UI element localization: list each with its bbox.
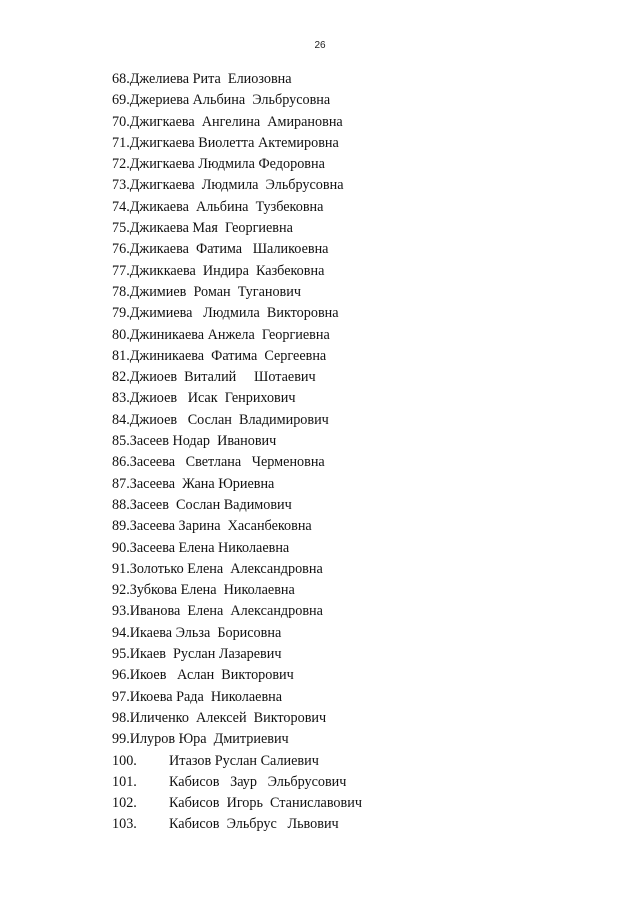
list-item-name: Джимиева Людмила Викторовна: [129, 305, 339, 322]
list-item-name: Илуров Юра Дмитриевич: [129, 731, 289, 748]
list-item: [112, 580, 532, 601]
list-item-name: Джиоев Виталий Шотаевич: [129, 369, 316, 386]
list-item-number: 83.: [112, 390, 130, 407]
list-item-name: Джигкаева Людмила Эльбрусовна: [129, 177, 344, 194]
list-item-number: 68.: [112, 71, 130, 87]
list-item-number: 81.: [112, 347, 130, 364]
list-item-number: 97.: [112, 688, 130, 705]
list-item: [112, 495, 532, 516]
list-item: [112, 303, 532, 324]
list-item-number: 90.: [112, 539, 130, 556]
list-item: [112, 538, 532, 559]
list-item-number: 91.: [112, 560, 130, 577]
list-item: [112, 644, 532, 665]
list-item: [112, 197, 532, 218]
list-item: [112, 346, 532, 367]
list-item: [112, 154, 532, 175]
list-item: [112, 133, 532, 154]
list-item-name: Засеева Жана Юриевна: [129, 475, 275, 492]
list-item: [112, 218, 532, 239]
list-item-name: Кабисов Заур Эльбрусович: [169, 773, 347, 790]
list-item: [112, 112, 532, 133]
list-item: [112, 474, 532, 495]
list-item-name: Джигкаева Ангелина Амирановна: [129, 113, 343, 130]
list-item-number: 71.: [112, 134, 130, 151]
list-item-name: Засеева Елена Николаевна: [129, 539, 290, 556]
list-item-name: Засеева Светлана Черменовна: [129, 454, 325, 471]
list-item-number: 87.: [112, 475, 130, 492]
list-item-name: Джелиева Рита Елиозовна: [129, 71, 292, 87]
list-item-number: 70.: [112, 113, 130, 130]
list-item: [112, 516, 532, 537]
list-item-number: 72.: [112, 156, 130, 173]
list-item: [112, 175, 532, 196]
list-item-number: 75.: [112, 220, 130, 237]
list-item-name: Джикаева Фатима Шаликоевна: [129, 241, 329, 258]
list-item-number: 74.: [112, 198, 130, 215]
list-item-name: Джигкаева Виолетта Актемировна: [129, 134, 339, 151]
list-item: [112, 623, 532, 644]
page-number: 26: [314, 40, 326, 51]
name-list: [112, 69, 532, 836]
list-item: [112, 665, 532, 686]
list-item-name: Джикаева Альбина Тузбековна: [129, 198, 324, 215]
list-item-number: 94.: [112, 624, 130, 641]
list-item: [112, 559, 532, 580]
list-item-name: Джикаева Мая Георгиевна: [129, 220, 293, 237]
list-item-number: 77.: [112, 262, 130, 279]
list-item: [112, 90, 532, 111]
list-item: [112, 729, 532, 750]
list-item-name: Джимиев Роман Туганович: [129, 283, 301, 300]
list-item-number: 99.: [112, 731, 130, 748]
list-item-number: 103.: [112, 816, 137, 833]
list-item: [112, 814, 532, 835]
list-item-name: Засеева Зарина Хасанбековна: [129, 518, 312, 535]
list-item-number: 96.: [112, 667, 130, 684]
list-item-number: 73.: [112, 177, 130, 194]
list-item-number: 85.: [112, 433, 130, 450]
list-item-name: Джериева Альбина Эльбрусовна: [129, 92, 331, 109]
list-item-number: 92.: [112, 582, 130, 599]
list-item-number: 93.: [112, 603, 130, 620]
list-item: [112, 261, 532, 282]
list-item: [112, 282, 532, 303]
list-item: [112, 325, 532, 346]
list-item: [112, 601, 532, 622]
list-item-name: Джиоев Исак Генрихович: [129, 390, 296, 407]
list-item: [112, 772, 532, 793]
list-item-name: Зубкова Елена Николаевна: [129, 582, 295, 599]
list-item-number: 89.: [112, 518, 130, 535]
list-item-number: 76.: [112, 241, 130, 258]
list-item-number: 79.: [112, 305, 130, 322]
list-item-name: Засеев Сослан Вадимович: [129, 496, 292, 513]
list-item-name: Золотько Елена Александровна: [129, 560, 323, 577]
list-item-number: 101.: [112, 773, 137, 790]
list-item-name: Джигкаева Людмила Федоровна: [129, 156, 325, 173]
list-item: [112, 69, 532, 90]
list-item-name: Джиоев Сослан Владимирович: [129, 411, 329, 428]
list-item-name: Иличенко Алексей Викторович: [129, 709, 327, 726]
list-item: [112, 431, 532, 452]
list-item: [112, 687, 532, 708]
list-item-name: Итазов Руслан Салиевич: [169, 752, 319, 769]
list-item-name: Икоев Аслан Викторович: [129, 667, 294, 684]
list-item-number: 100.: [112, 752, 137, 769]
list-item-name: Икаева Эльза Борисовна: [129, 624, 282, 641]
list-item-number: 102.: [112, 795, 137, 812]
list-item-name: Кабисов Эльбрус Львович: [169, 816, 339, 833]
list-item-name: Икоева Рада Николаевна: [129, 688, 283, 705]
list-item: [112, 367, 532, 388]
list-item: [112, 452, 532, 473]
list-item-number: 98.: [112, 709, 130, 726]
list-item-number: 69.: [112, 92, 130, 109]
list-item-name: Джиккаева Индира Казбековна: [129, 262, 325, 279]
list-item-name: Икаев Руслан Лазаревич: [129, 646, 282, 663]
list-item: [112, 410, 532, 431]
list-item-number: 95.: [112, 646, 130, 663]
list-item-number: 78.: [112, 283, 130, 300]
list-item-number: 88.: [112, 496, 130, 513]
list-item-name: Джиникаева Фатима Сергеевна: [129, 347, 327, 364]
list-item: [112, 239, 532, 260]
list-item: [112, 388, 532, 409]
list-item-number: 82.: [112, 369, 130, 386]
list-item: [112, 793, 532, 814]
list-item: [112, 708, 532, 729]
list-item-name: Засеев Нодар Иванович: [129, 433, 277, 450]
list-item: [112, 751, 532, 772]
list-item-number: 80.: [112, 326, 130, 343]
list-item-name: Джиникаева Анжела Георгиевна: [129, 326, 330, 343]
list-item-name: Иванова Елена Александровна: [129, 603, 323, 620]
list-item-name: Кабисов Игорь Станиславович: [169, 795, 362, 812]
list-item-number: 86.: [112, 454, 130, 471]
list-item-number: 84.: [112, 411, 130, 428]
